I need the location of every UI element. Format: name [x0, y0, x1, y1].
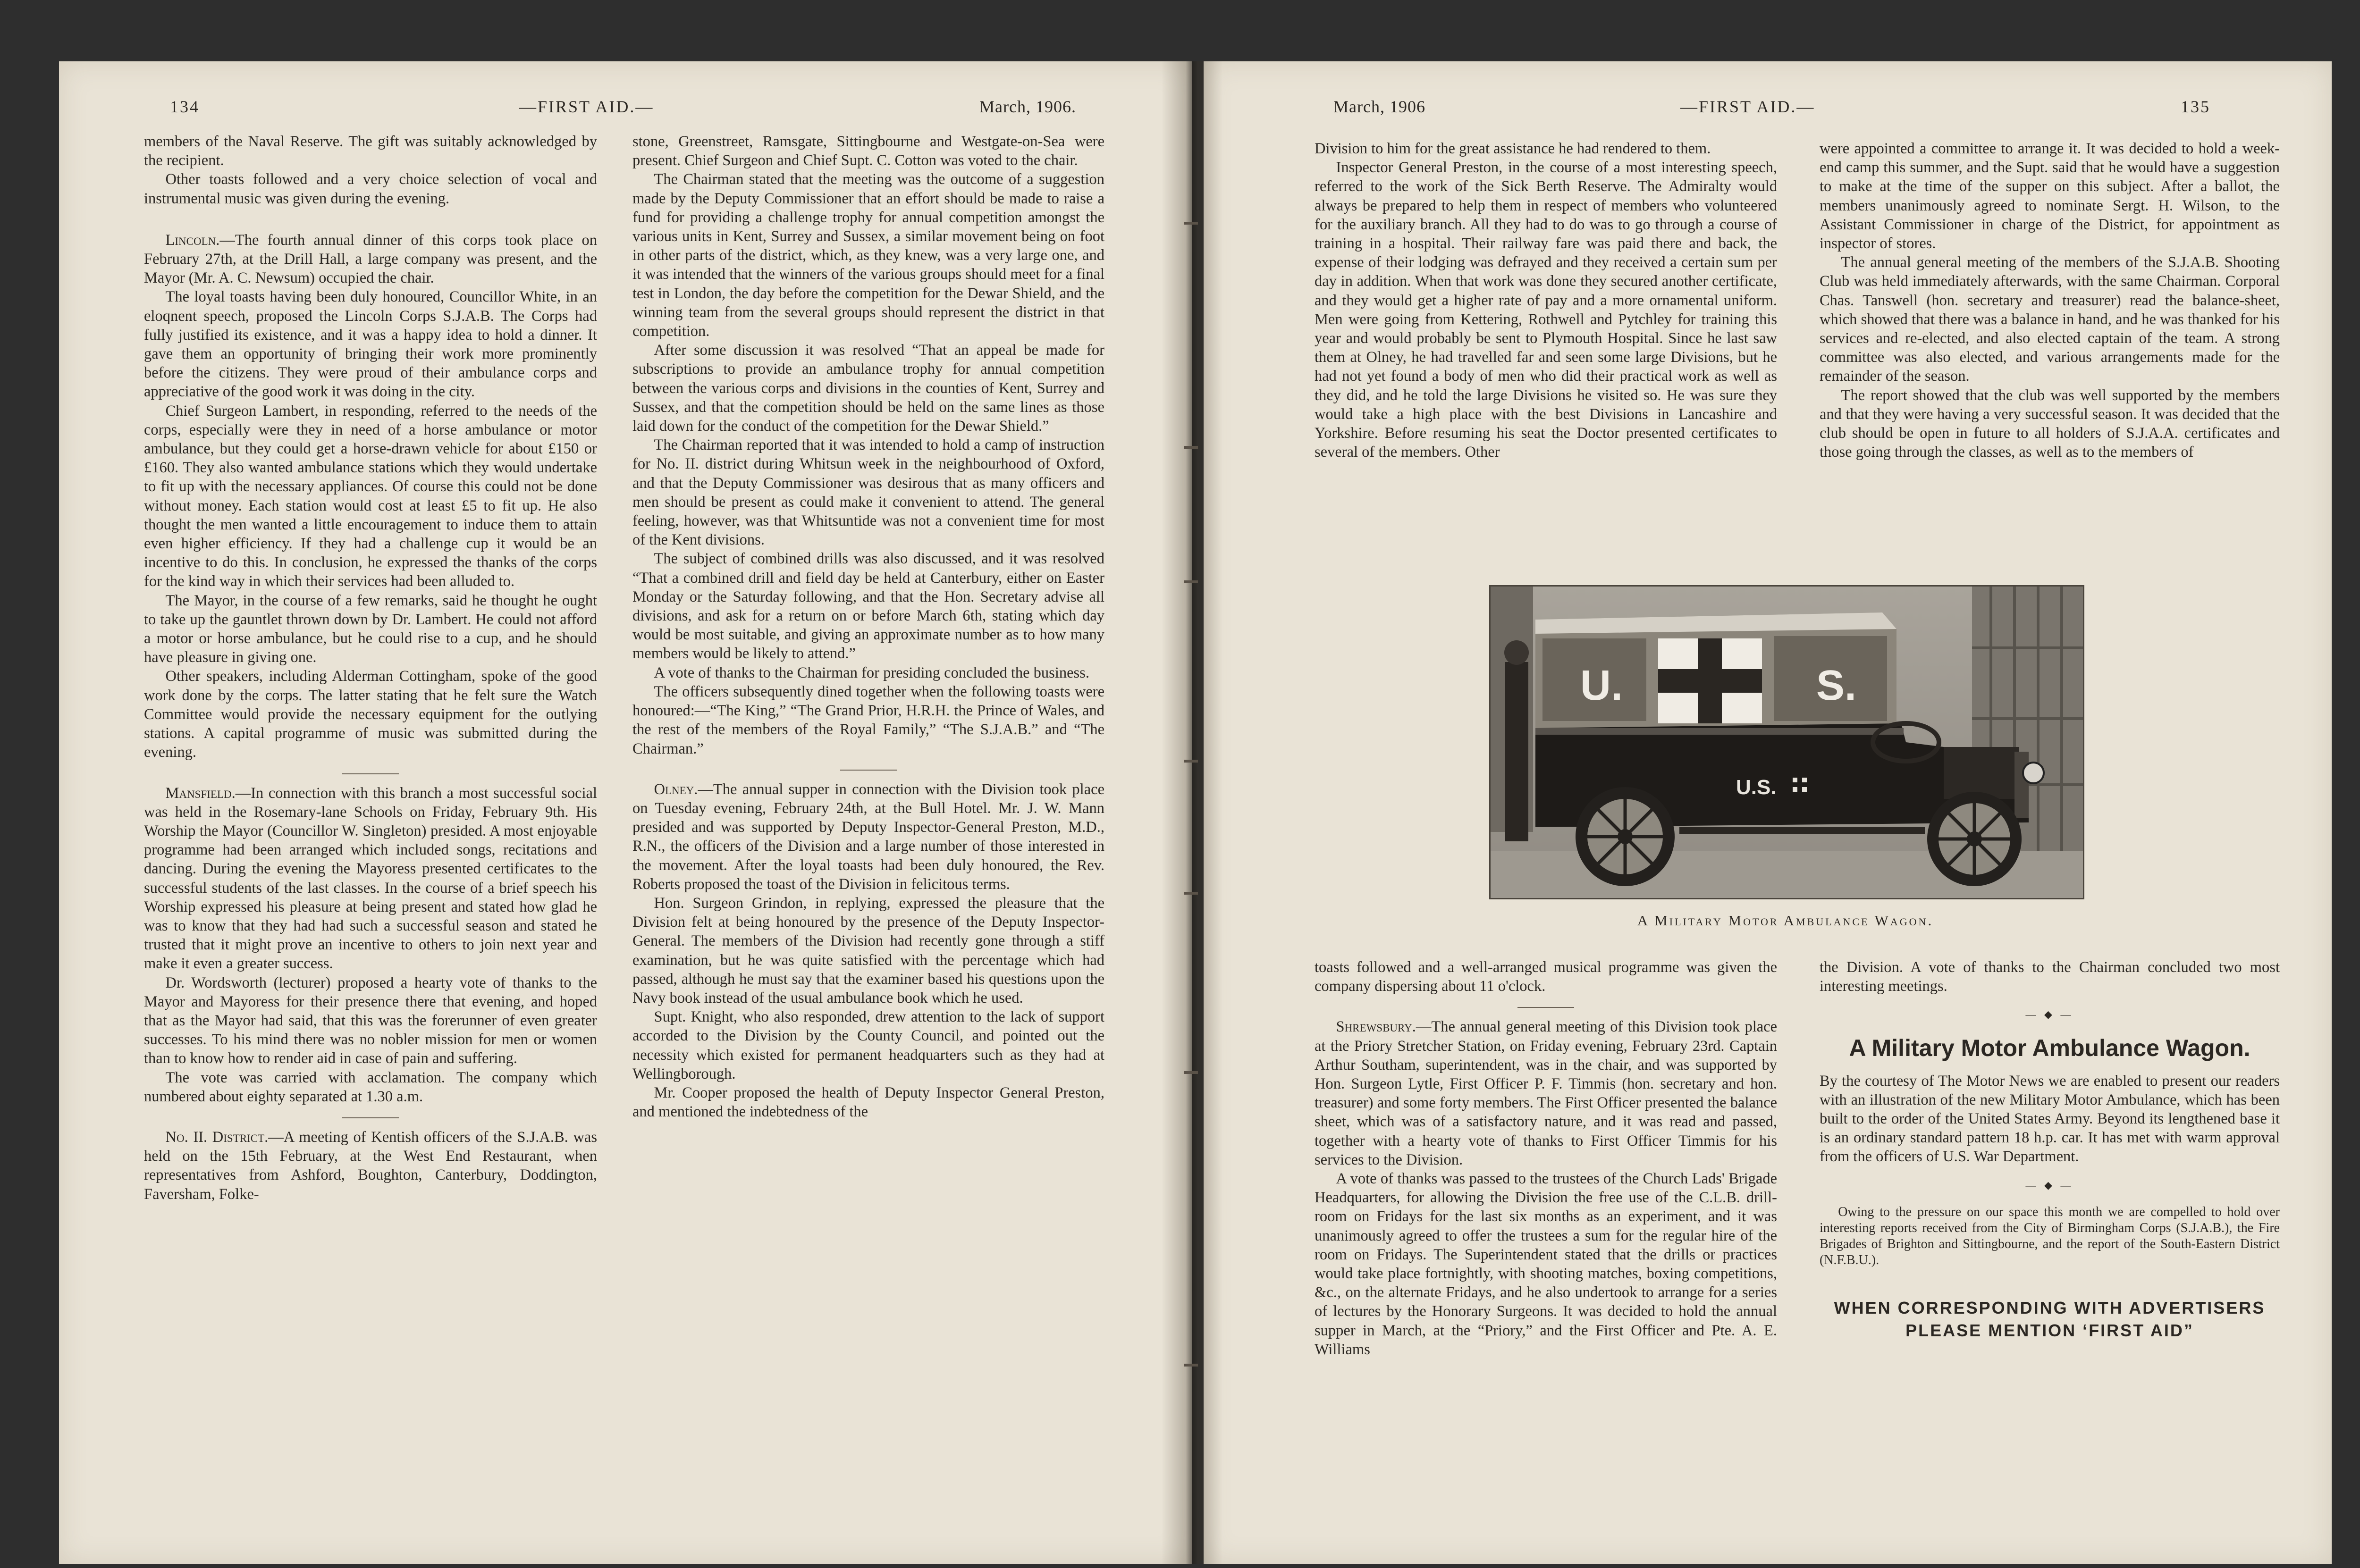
paragraph	[632, 549, 1104, 663]
paragraph-text: Hon. Surgeon Grindon, in replying, expressed the pleasure that the Division felt at being honoured by the presence of the Deputy Inspector-General. The members of the Division had recently gone through a stiff examination, but he was quite satisfied with the percentage which had passed, although he must say that the examiner based his questions upon the Navy book instead of the usual ambulance book which he used.	[632, 894, 1104, 1006]
paragraph-text: A vote of thanks to the Chairman for presiding concluded the business.	[654, 664, 1089, 681]
running-title-left: —FIRST AID.—	[519, 97, 654, 116]
paragraph	[144, 1128, 597, 1204]
section-lead: Mansfield.	[165, 784, 236, 802]
section-lead: No. II. District.	[165, 1128, 269, 1146]
paragraph-text: Other speakers, including Alderman Cottingham, spoke of the good work done by the corps. The latter stating that he felt sure the Watch Committee would provide the necessary equipment for the outlying stations. A capital programme of music was submitted during the evening.	[144, 668, 597, 761]
paragraph	[144, 784, 597, 973]
binding-stitch	[1184, 222, 1198, 225]
paragraph-text: The report showed that the club was well supported by the members and that they were having a very successful season. It was decided that the club should be open in future to all holders of S.J.A.A. certificates and those going through the classes, as well as to the members of	[1820, 386, 2280, 461]
right-column-2-top	[1820, 139, 2280, 461]
paragraph-text: —The annual supper in connection with the Division took place on Tuesday evening, February 24th, at the Bull Hotel. Mr. J. W. Mann presided and was supported by Deputy Inspector-General Preston, M.D., R.N., the officers of the Division and a large number of those interested in the movement. After the loyal toasts had been duly honoured, the Rev. Roberts proposed the toast of the Division in felicitous terms.	[632, 780, 1104, 893]
paragraph	[144, 231, 597, 288]
page-number-left: 134	[170, 97, 200, 116]
paragraph-text: Chief Surgeon Lambert, in responding, referred to the needs of the corps, especially were they in need of a horse ambulance or motor ambulance, but they could get a horse-drawn vehicle for about £150 or £160. They also wanted ambulance stations which they would undertake to fit up with the necessary appliances. Of course this could not be done without money. Each station would cost at least £5 to fit up. He also thought the men wanted a little encouragement to induce them to attain even higher efficiency. If they had a challenge cup it would be an incentive to do this. In conclusion, he expressed the thanks of the corps for the kind way in which their services had been alluded to.	[144, 402, 597, 590]
paragraph-text: The annual general meeting of the members of the S.J.A.B. Shooting Club was held immediately afterwards, with the same Chairman. Corporal Chas. Tanswell (hon. secretary and treasurer) read the balance-sheet, which showed that there was a balance in hand, and he was thanked for his services and re-elected, and also elected captain of the team. A strong committee was also elected, and various arrangements made for the remainder of the season.	[1820, 254, 2280, 385]
paragraph	[1315, 158, 1777, 461]
binding-stitch	[1184, 892, 1198, 895]
section-rule	[342, 773, 399, 774]
binding-stitch	[1184, 760, 1198, 763]
canvas-lettering-u: U.	[1580, 662, 1623, 709]
left-column-2	[632, 132, 1104, 1121]
canvas-lettering-s: S.	[1816, 662, 1857, 709]
section-rule	[840, 770, 897, 771]
paragraph	[1315, 1169, 1777, 1359]
paragraph	[144, 132, 597, 170]
section-rule	[342, 1117, 399, 1118]
article-heading: A Military Motor Ambulance Wagon.	[1849, 1034, 2250, 1061]
section-lead: Lincoln.	[165, 231, 220, 249]
binding-stitch	[1184, 1364, 1198, 1367]
paragraph	[1820, 253, 2280, 386]
paragraph-text: Division to him for the great assistance he had rendered to them.	[1315, 140, 1711, 157]
paragraph-text: The Chairman stated that the meeting was the outcome of a suggestion made by the Deputy Commissioner that an effort should be made to raise a fund for providing a challenge trophy for annual competition amongst the various units in Kent, Surrey and Sussex, a similar movement being on foot in other parts of the district, which, as they knew, was a very large one, and it was intended that the winners of the various groups should meet for a final test in London, the day before the competition for the Dewar Shield, and the winning team from the several groups should represent the district in that competition.	[632, 171, 1104, 340]
space-notice: Owing to the pressure on our space this month we are compelled to hold over interesting reports received from the City of Birmingham Corps (S.J.A.B.), the Fire Brigades of Brighton and Sittingbourne, and the report of the South-Eastern District (N.F.B.U.).	[1820, 1204, 2280, 1267]
paragraph-text: stone, Greenstreet, Ramsgate, Sittingbourne and Westgate-on-Sea were present. Chief Surgeon and Chief Supt. C. Cotton was voted to the chair.	[632, 133, 1104, 169]
ambulance-photograph	[1489, 585, 2084, 899]
paragraph-text: —In connection with this branch a most successful social was held in the Rosemary-lane Schools on Friday, February 9th. His Worship the Mayor (Councillor W. Singleton) presided. A most enjoyable programme had been arranged which included songs, recitations and dancing. During the evening the Mayoress presented certificates to the successful students of the last classes. In the course of a brief speech his Worship expressed his pleasure at being present and stated how glad he was to know that they had had such a successful season and stated he trusted that it might prove an incentive to others to join next year and make it even a greater success.	[144, 784, 597, 973]
paragraph	[144, 402, 597, 591]
paragraph	[1315, 958, 1777, 996]
section-rule	[1517, 1007, 1574, 1008]
binding-stitch	[1184, 1071, 1198, 1074]
paragraph	[1820, 386, 2280, 462]
running-title-right: —FIRST AID.—	[1680, 97, 1815, 116]
paragraph-text: The loyal toasts having been duly honoured, Councillor White, in an eloqnent speech, proposed the Lincoln Corps S.J.A.B. The Corps had fully justified its existence, and it was a happy idea to hold a dinner. It gave them an opportunity of bringing their work more prominently before the citizens. They were proud of their ambulance corps and appreciative of the good work it was doing in the city.	[144, 288, 597, 401]
body-lettering: U.S.	[1736, 776, 1777, 799]
paragraph	[144, 1068, 597, 1106]
paragraph-text: Dr. Wordsworth (lecturer) proposed a hearty vote of thanks to the Mayor and Mayoress for their presence there that evening, and hoped that as the Mayor had said, that this was the forerunner of even greater successes. To his mind there was no nobler mission for men or women than to know how to render aid in case of pain and suffering.	[144, 974, 597, 1067]
paragraph-text: The Mayor, in the course of a few remarks, said he thought he ought to take up the gauntlet thrown down by Dr. Lambert. He could not afford a motor or horse ambulance, but he could rise to a cup, and he should have pleasure in giving one.	[144, 592, 597, 666]
binding-stitch	[1184, 580, 1198, 583]
paragraph-text: members of the Naval Reserve. The gift was suitably acknowledged by the recipient.	[144, 133, 597, 169]
page-number-right: 135	[2181, 97, 2210, 116]
binding-stitch	[1184, 446, 1198, 449]
paragraph	[1315, 139, 1777, 158]
paragraph	[632, 132, 1104, 170]
paragraph	[632, 1007, 1104, 1083]
paragraph-text: were appointed a committee to arrange it. It was decided to hold a week-end camp this summer, and the Supt. said that he would have a suggestion to make at the time of the supper on this subject. After a ballot, the members unanimously agreed to nominate Sergt. H. Wilson, to the Assistant Commissioner in charge of the District, for appointment as inspector of stores.	[1820, 140, 2280, 252]
paragraph	[144, 170, 597, 208]
section-lead: Shrewsbury.	[1336, 1018, 1416, 1036]
paragraph	[144, 591, 597, 667]
section-lead: Olney.	[654, 780, 698, 798]
paragraph	[632, 436, 1104, 549]
paragraph-text: After some discussion it was resolved “That an appeal be made for subscriptions to provide an ambulance trophy for annual competition between the various corps and divisions in the counties of Kent, Surrey and Sussex, and that the competition should be held on the same lines as those laid down for the conduct of the competition for the Dewar Shield.”	[632, 342, 1104, 435]
right-column-1-bottom	[1315, 958, 1777, 1359]
advertiser-notice: WHEN CORRESPONDING WITH ADVERTISERS PLEASE MENTION ‘FIRST AID”	[1834, 1298, 2266, 1340]
paragraph	[632, 682, 1104, 758]
paragraph	[632, 341, 1104, 436]
paragraph	[1820, 139, 2280, 253]
left-column-1	[144, 132, 597, 1204]
paragraph-text: toasts followed and a well-arranged musical programme was given the company dispersing about 11 o'clock.	[1315, 959, 1777, 995]
paragraph	[632, 663, 1104, 682]
article-body: By the courtesy of The Motor News we are enabled to present our readers with an illustration of the new Military Motor Ambulance, which has been built to the order of the United States Army. Beyond its lengthened base it is an ordinary standard pattern 18 h.p. car. It has met with warm approval from the officers of U.S. War Department.	[1820, 1072, 2280, 1166]
closing-paragraph: the Division. A vote of thanks to the Chairman concluded two most interesting meetings.	[1820, 959, 2280, 995]
paragraph-text: A vote of thanks was passed to the trustees of the Church Lads' Brigade Headquarters, for allowing the Division the free use of the C.L.B. drill-room on Fridays for the last six months as an experiment, and it was unanimously agreed to offer the trustees a sum for the regular hire of the room on Fridays. The Superintendent stated that the drills or practices would take place fortnightly, with shooting matches, boxing competitions, &c., on the alternate Fridays, and he also undertook to arrange for a series of lectures by the Honorary Surgeons. It was decided to hold the annual supper in March, at the “Priory,” and the First Officer and Pte. A. E. Williams	[1315, 1170, 1777, 1358]
paragraph-text: Inspector General Preston, in the course of a most interesting speech, referred to the work of the Sick Berth Reserve. The Admiralty would always be prepared to help them in respect of members who volunteered for the auxiliary branch. All they had to do was to go through a course of training in a hospital. Their railway fare was paid there and back, the expense of their lodging was defrayed and they received a certain sum per day in addition. When that work was done they secured another certificate, and they would get a higher rate of pay and a more ornamental uniform. Men were going from Kettering, Rothwell and Pytchley for training this year and would probably be sent to Plymouth Hospital. Since he last saw them at Olney, he had travelled far and seen some large Divisions, but he had not yet found a body of men who did their practical work as well as they did, and he told the large Divisions he visited so. He was sure they would take a high place with the best Divisions in Lancashire and Yorkshire. Before resuming his seat the Doctor presented certificates to several of the members. Other	[1315, 159, 1777, 461]
issue-date-right: March, 1906	[1333, 97, 1425, 116]
paragraph-text: Other toasts followed and a very choice selection of vocal and instrumental music was given during the evening.	[144, 171, 597, 207]
paragraph-text: The officers subsequently dined together when the following toasts were honoured:—“The King,” “The Grand Prior, H.R.H. the Prince of Wales, and the rest of the members of the Royal Family,” “The S.J.A.B.” and “The Chairman.”	[632, 683, 1104, 757]
paragraph-text: Supt. Knight, who also responded, drew attention to the lack of support accorded to the Division by the County Council, and pointed out the necessity which existed for permanent headquarters such as they had at Wellingborough.	[632, 1008, 1104, 1082]
paragraph-text: Mr. Cooper proposed the health of Deputy Inspector General Preston, and mentioned the indebtedness of the	[632, 1084, 1104, 1121]
paragraph-text: —The annual general meeting of this Division took place at the Priory Stretcher Station, on Friday evening, February 23rd. Captain Arthur Southam, superintendent, was in the chair, and was supported by Hon. Surgeon Lytle, First Officer P. F. Timmis (hon. secretary and hon. treasurer) and some forty members. The First Officer presented the balance sheet, which was of a satisfactory nature, and it was read and passed, together with a hearty vote of thanks to First Officer Timmis for his services to the Division.	[1315, 1018, 1777, 1168]
paragraph-text: The vote was carried with acclamation. The company which numbered about eighty separated at 1.30 a.m.	[144, 1069, 597, 1105]
paragraph	[632, 780, 1104, 894]
ornament-divider: — ◆ —	[2025, 1008, 2074, 1021]
paragraph	[144, 287, 597, 401]
paragraph-text: The subject of combined drills was also discussed, and it was resolved “That a combined drill and field day be held at Canterbury, either on Easter Monday or the Saturday following, and that the Hon. Secretary advise all divisions, and ask for a return on or before March 6th, stating which day would be most suitable, and giving an approximate number as to how many members would be likely to attend.”	[632, 550, 1104, 662]
right-column-2-bottom	[1820, 958, 2280, 1342]
issue-date-left: March, 1906.	[979, 97, 1076, 116]
paragraph	[1315, 1017, 1777, 1169]
ornament-divider: — ◆ —	[2025, 1179, 2074, 1191]
book-gutter	[1161, 61, 1222, 1564]
paragraph	[632, 894, 1104, 1007]
paragraph	[144, 667, 597, 762]
paragraph	[144, 973, 597, 1068]
military-ambulance-illustration	[1491, 587, 2083, 898]
paragraph	[632, 1083, 1104, 1121]
paragraph	[632, 170, 1104, 341]
photo-caption: A Military Motor Ambulance Wagon.	[1637, 912, 1934, 929]
paragraph-text: —The fourth annual dinner of this corps took place on February 27th, at the Drill Hall, a large company was present, and the Mayor (Mr. A. C. Newsum) occupied the chair.	[144, 231, 597, 287]
right-column-1-top	[1315, 139, 1777, 461]
paragraph-text: —A meeting of Kentish officers of the S.J.A.B. was held on the 15th February, at the West End Restaurant, when representatives from Ashford, Boughton, Canterbury, Doddington, Faversham, Folke-	[144, 1128, 597, 1203]
paragraph-text: The Chairman reported that it was intended to hold a camp of instruction for No. II. district during Whitsun week in the neighbourhood of Oxford, and that the Deputy Commissioner was desirous that as many officers and men should be present as could make it convenient to attend. The general feeling, however, was that Whitsuntide was not a convenient time for most of the Kent divisions.	[632, 436, 1104, 549]
